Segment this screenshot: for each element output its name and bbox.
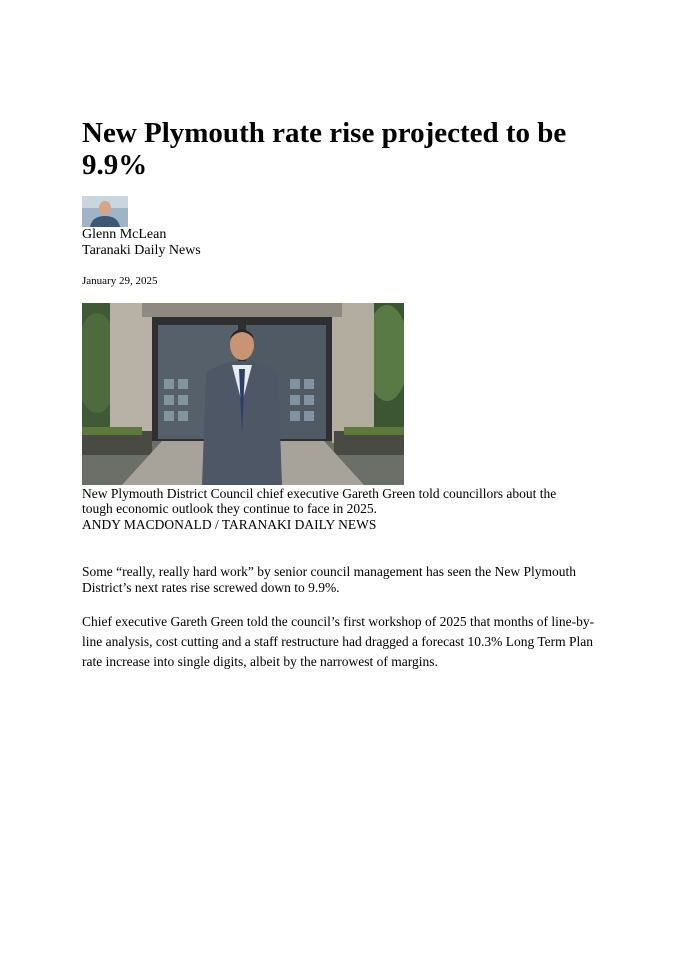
author-avatar: [82, 196, 128, 227]
body-paragraph: Some “really, really hard work” by senior council management has seen the New Plymouth District’s next rates rise screwed down to 9.9%.: [82, 564, 576, 595]
publish-date: January 29, 2025: [82, 275, 158, 287]
photo-credit: ANDY MACDONALD / TARANAKI DAILY NEWS: [82, 517, 377, 532]
body-paragraph: Chief executive Gareth Green told the council’s first workshop of 2025 that months of line-by-line analysis, cost cutting and a staff restructure had dragged a forecast 10.3% Long Term Plan rate increase into single digits, albeit by the narrowest of margins.: [82, 614, 595, 669]
author-publication: Taranaki Daily News: [82, 243, 201, 258]
photo-caption: New Plymouth District Council chief executive Gareth Green told councillors about the tough economic outlook they continue to face in 2025.: [82, 486, 557, 516]
author-name[interactable]: Glenn McLean: [82, 227, 167, 242]
author-avatar-image: [82, 196, 128, 227]
article-headline: New Plymouth rate rise projected to be 9.9%: [82, 117, 567, 181]
article-photo-image: [82, 303, 404, 485]
article-photo: [82, 303, 404, 485]
